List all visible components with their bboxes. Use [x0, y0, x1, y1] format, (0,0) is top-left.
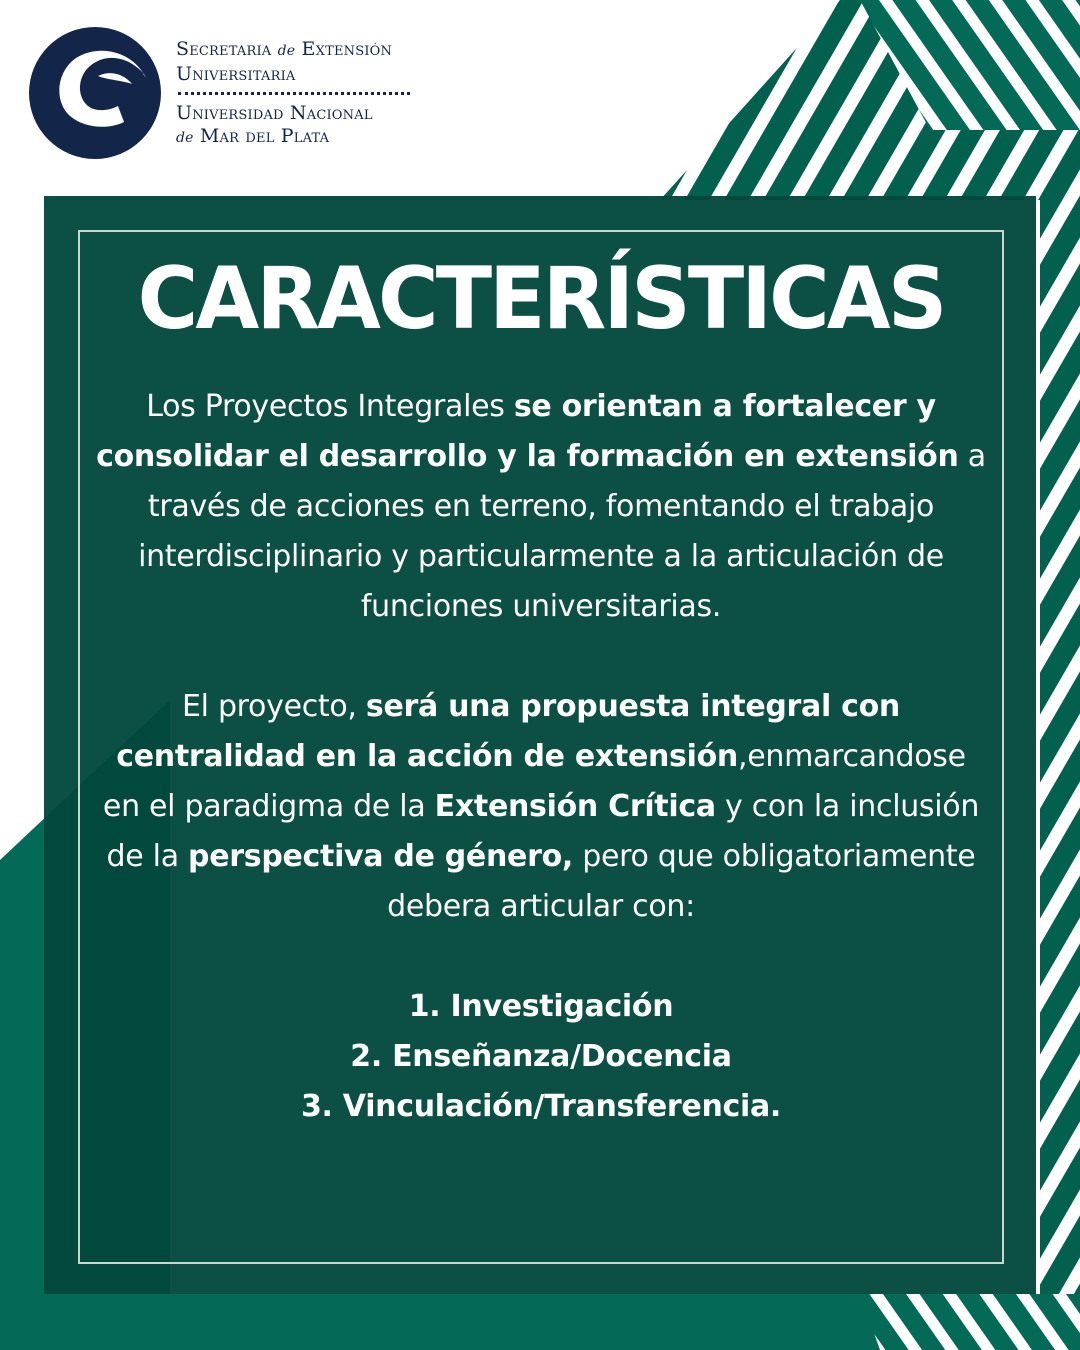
body-content: [96, 382, 986, 1132]
logo-universidad: Universidad Nacional: [176, 102, 373, 124]
p1-text-1: Los Proyectos Integrales: [146, 389, 514, 424]
logo-divider: [178, 92, 410, 95]
paragraph-2: [96, 682, 986, 932]
p2-bold-1: será una propuesta integral con centralidad en la acción de extensión: [116, 689, 900, 774]
list-item: 1. Investigación: [408, 989, 674, 1024]
logo-wordmark: [176, 38, 446, 150]
p1-text-2: a través de acciones en terreno, fomentando el trabajo interdisciplinario y particularmente a la articulación de funciones universitarias.: [138, 439, 986, 624]
p2-text-2: ,enmarcandose en el paradigma de la: [102, 739, 966, 824]
articulation-list: [96, 982, 986, 1132]
p1-bold-1: se orientan a fortalecer y consolidar el desarrollo y la formación en extensión: [96, 389, 959, 474]
university-logo: [28, 26, 448, 166]
list-item: 3. Vinculación/Transferencia.: [300, 1089, 782, 1124]
p2-text-1: El proyecto,: [182, 689, 366, 724]
logo-secretaria: Secretaria: [176, 38, 272, 60]
logo-de-2: de: [176, 130, 194, 146]
p2-bold-2: Extensión Crítica: [434, 789, 716, 824]
logo-extension: Extensión: [301, 38, 393, 60]
p2-bold-3: perspectiva de género,: [188, 839, 573, 874]
logo-de-1: de: [277, 43, 296, 59]
page-title: CARACTERÍSTICAS: [137, 249, 945, 349]
p2-text-3: y con la inclusión de la: [106, 789, 980, 874]
paragraph-1: [96, 382, 986, 632]
logo-mar-del-plata: Mar del Plata: [199, 125, 330, 147]
wave-logo-icon: [28, 26, 162, 160]
p2-text-4: pero que obligatoriamente debera articular con:: [387, 839, 976, 924]
list-item: 2. Enseñanza/Docencia: [350, 1039, 732, 1074]
logo-universitaria: Universitaria: [176, 63, 296, 85]
